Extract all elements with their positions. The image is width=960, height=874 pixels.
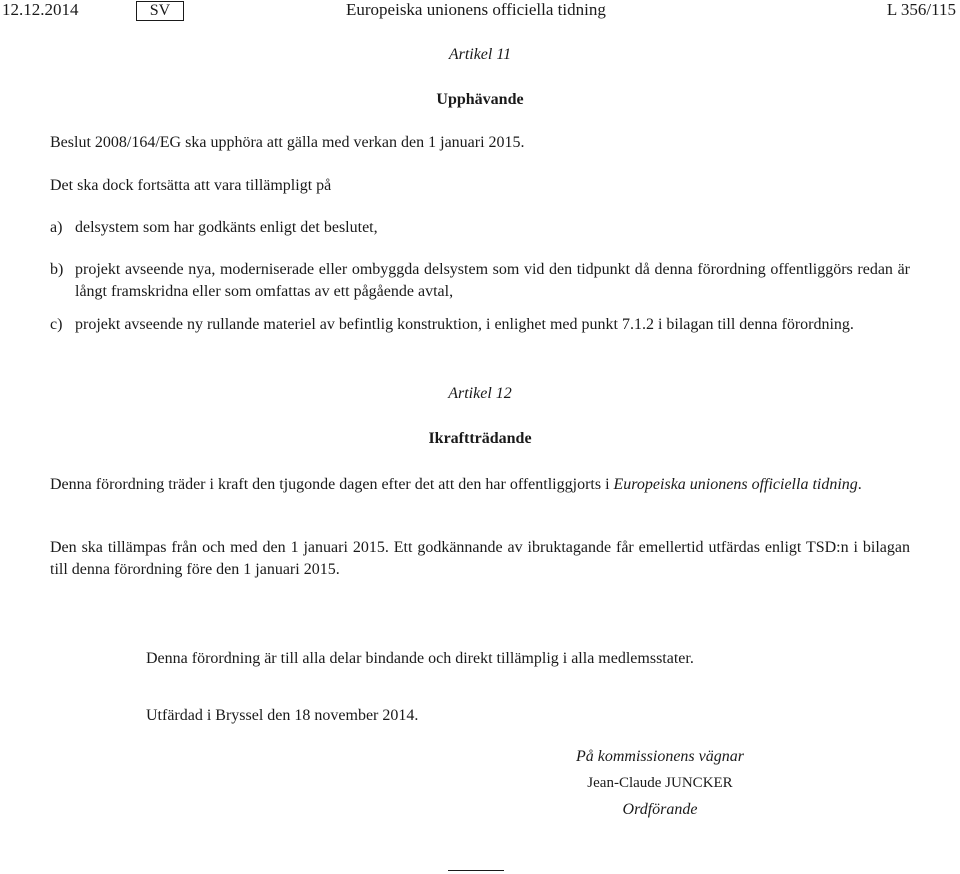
signature-role: Ordförande (622, 801, 698, 818)
article-12-paragraph-1 (50, 474, 910, 496)
article-12-paragraph-1-end: . (857, 476, 862, 493)
list-item-label: c) (50, 316, 63, 333)
page-header (0, 0, 960, 22)
signature-on-behalf: På kommissionens vägnar (576, 748, 744, 765)
list-item-label: a) (50, 219, 63, 236)
signature-name: Jean-Claude JUNCKER (587, 775, 733, 791)
binding-clause: Denna förordning är till alla delar bindande och direkt tillämplig i alla medlemsstater. (146, 650, 694, 667)
article-12-title: Ikraftträdande (428, 430, 532, 447)
article-11-title: Upphävande (436, 91, 524, 108)
article-11-number: Artikel 11 (448, 46, 512, 63)
article-12-paragraph-2: Den ska tillämpas från och med den 1 januari 2015. Ett godkännande av ibruktagande får emellertid utfärdas enligt TSD:n i bilagan till denna förordning före den 1 januari 2015. (50, 539, 910, 578)
list-item-text: projekt avseende nya, moderniserade eller ombyggda delsystem som vid den tidpunkt då denna förordning offentliggörs redan är långt framskridna eller som omfattas av ett pågående avtal, (75, 261, 910, 300)
list-item-text: delsystem som har godkänts enligt det beslutet, (75, 219, 378, 236)
end-rule (448, 870, 504, 871)
article-11-paragraph-1: Beslut 2008/164/EG ska upphöra att gälla med verkan den 1 januari 2015. (50, 134, 525, 151)
journal-title: Europeiska unionens officiella tidning (346, 0, 606, 19)
list-item-text: projekt avseende ny rullande materiel av befintlig konstruktion, i enlighet med punkt 7.1.2 i bilagan till denna förordning. (75, 316, 854, 333)
article-12-number: Artikel 12 (448, 385, 512, 402)
page-reference: L 356/115 (886, 0, 956, 19)
official-journal-name: Europeiska unionens officiella tidning (613, 476, 858, 493)
done-at-clause: Utfärdad i Bryssel den 18 november 2014. (146, 707, 419, 724)
language-badge: SV (136, 1, 184, 21)
publication-date: 12.12.2014 (2, 0, 79, 19)
article-11-paragraph-2: Det ska dock fortsätta att vara tillämpligt på (50, 177, 332, 194)
article-12-paragraph-1-start: Denna förordning träder i kraft den tjugonde dagen efter det att den har offentliggjorts i (50, 476, 614, 493)
list-item-label: b) (50, 261, 64, 278)
